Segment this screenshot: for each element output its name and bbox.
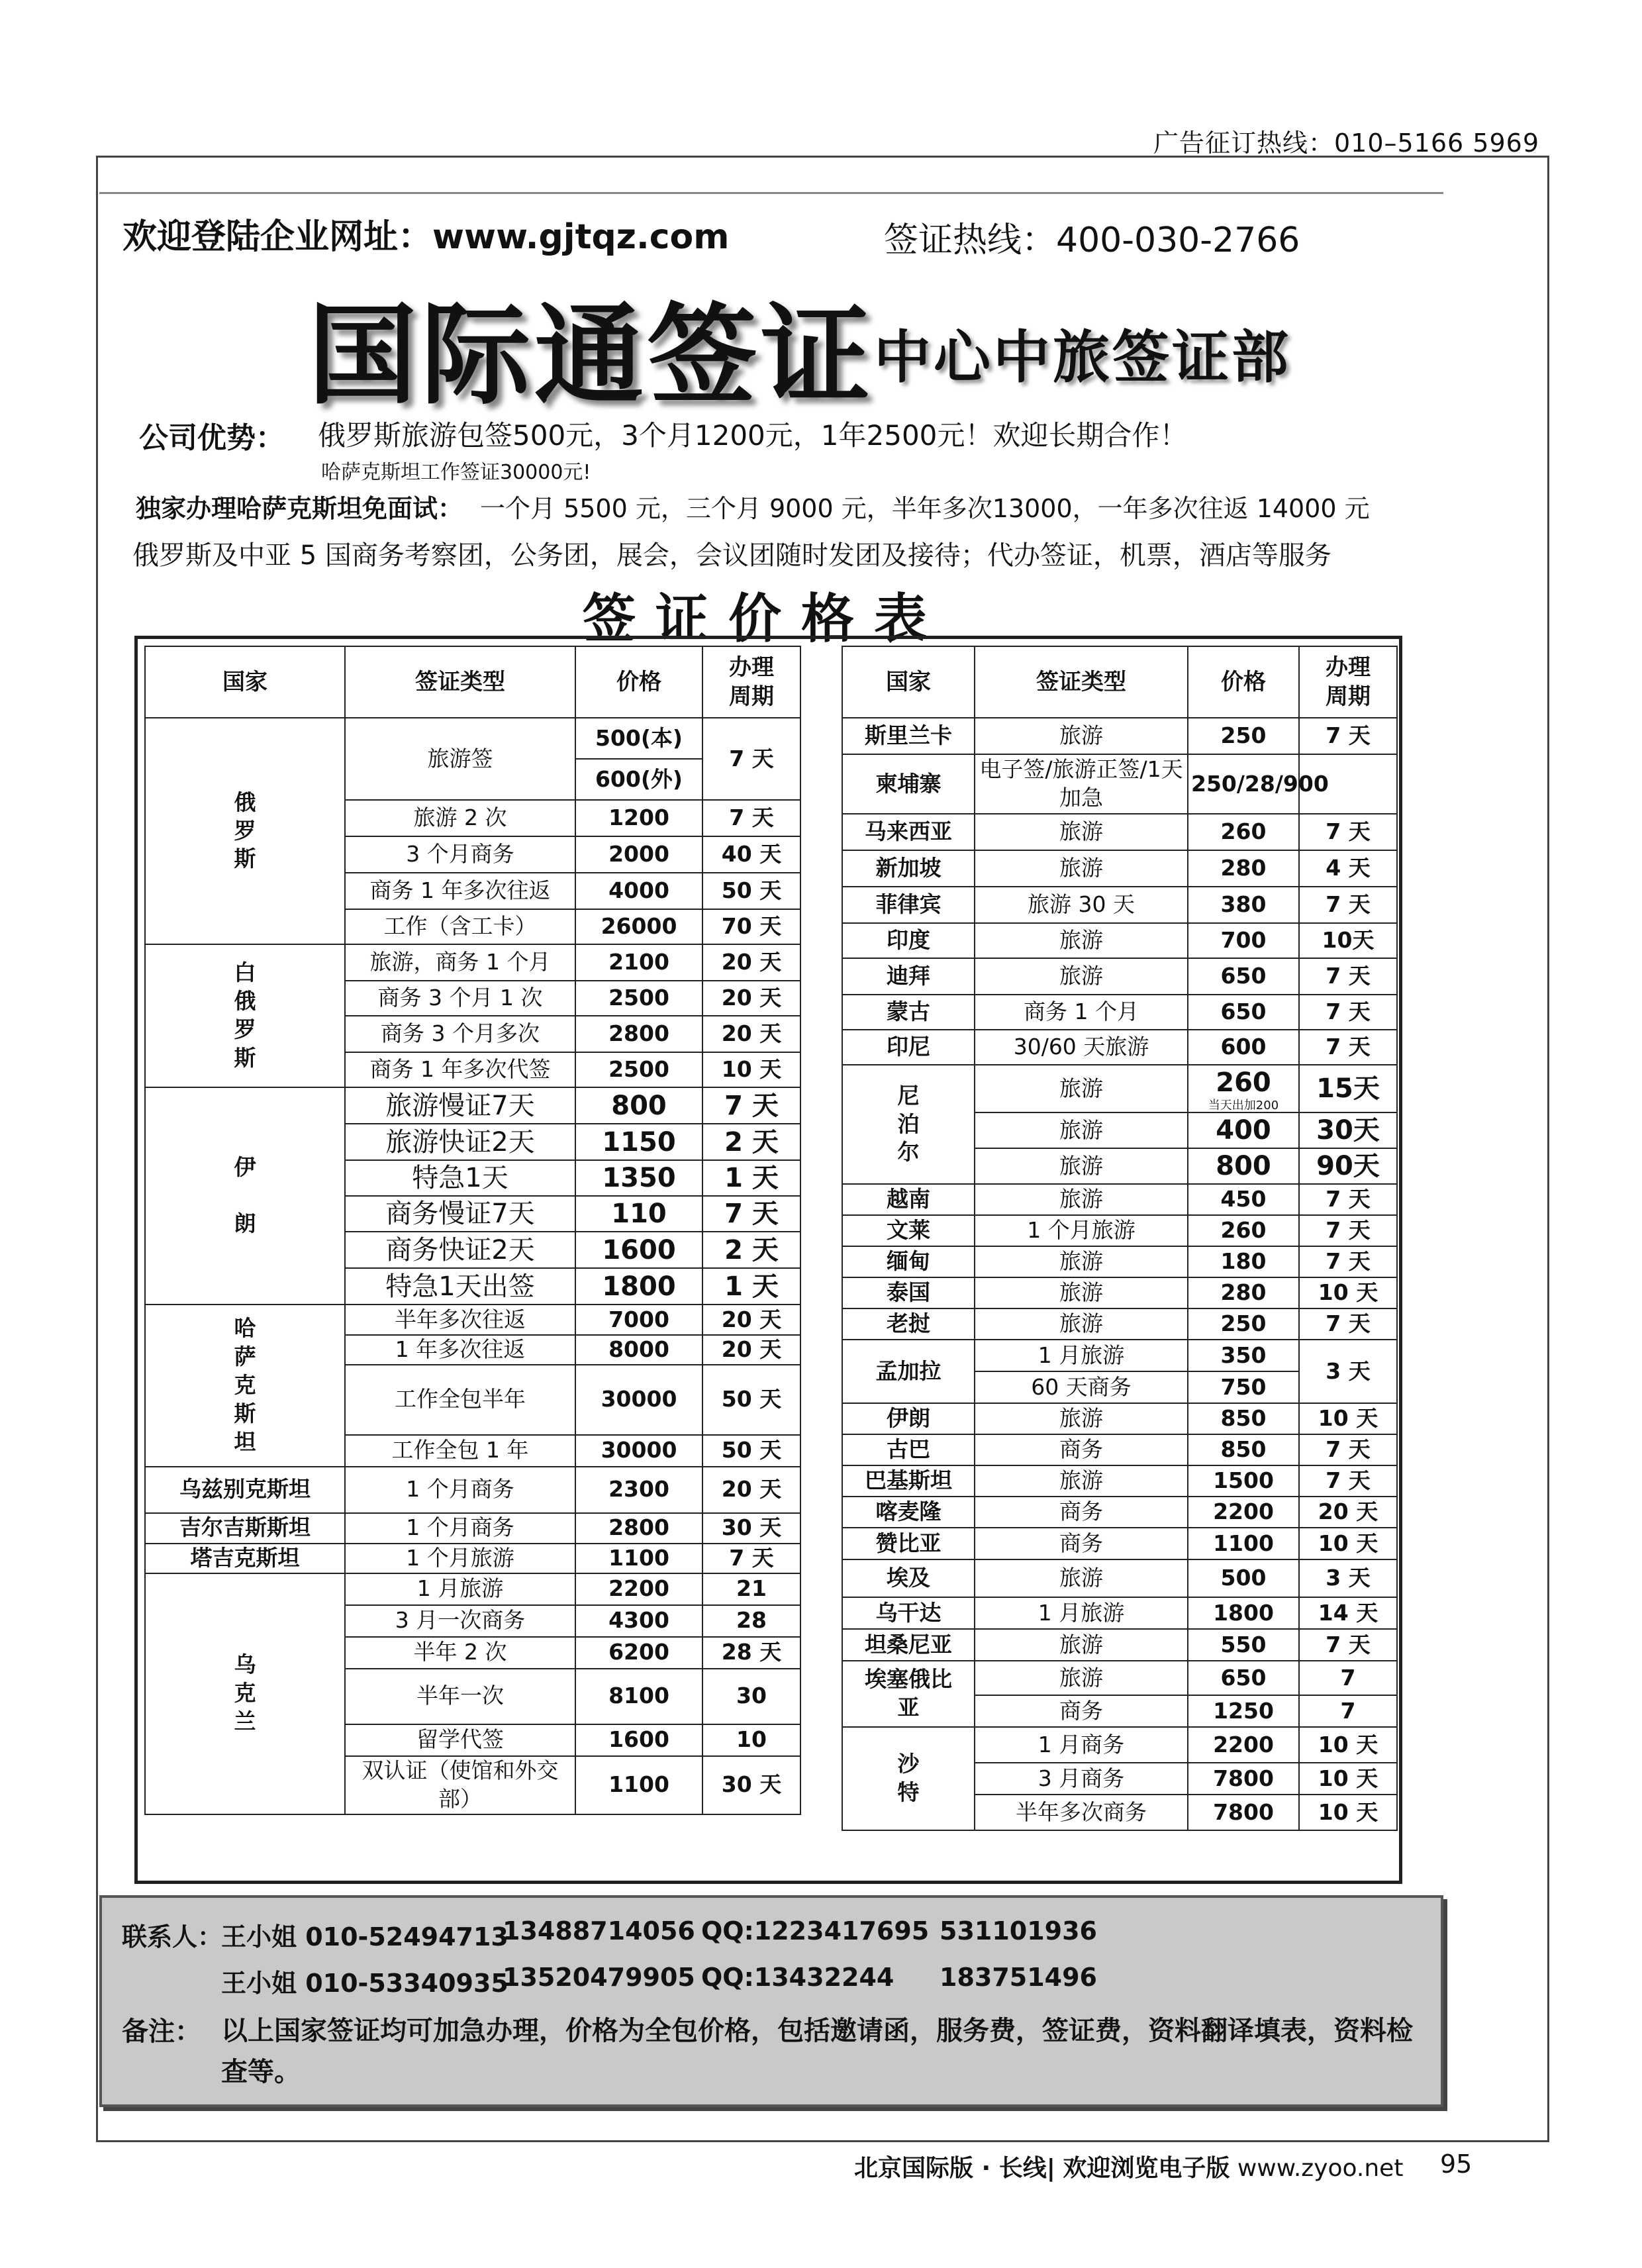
period-cell: 7 bbox=[1299, 1695, 1397, 1727]
country-cell: 哈 萨 克 斯 坦 bbox=[145, 1305, 345, 1467]
price-cell: 1600 bbox=[575, 1232, 702, 1268]
price-cell: 1200 bbox=[575, 800, 702, 836]
price-cell: 650 bbox=[1188, 958, 1299, 995]
table-header-row bbox=[842, 646, 1397, 718]
visa-type-cell: 3 月商务 bbox=[975, 1763, 1188, 1795]
period-cell: 4 天 bbox=[1299, 850, 1397, 887]
visa-type-cell: 商务 1 年多次代签 bbox=[345, 1052, 575, 1087]
price-cell: 1500 bbox=[1188, 1465, 1299, 1497]
table-row bbox=[842, 1340, 1397, 1371]
table-row bbox=[842, 754, 1397, 814]
country-cell: 吉尔吉斯斯坦 bbox=[145, 1513, 345, 1544]
price-cell: 600(外) bbox=[575, 759, 702, 800]
price-cell: 250 bbox=[1188, 718, 1299, 754]
country-cell: 白 俄 罗 斯 bbox=[145, 944, 345, 1087]
period-cell: 30天 bbox=[1299, 1112, 1397, 1148]
period-cell: 7 天 bbox=[1299, 1434, 1397, 1465]
period-cell: 28 天 bbox=[702, 1637, 800, 1669]
price-cell: 8000 bbox=[575, 1335, 702, 1365]
period-cell: 40 天 bbox=[702, 836, 800, 873]
visa-type-cell: 旅游 bbox=[975, 850, 1188, 887]
period-cell: 7 天 bbox=[1299, 1030, 1397, 1065]
country-cell: 斯里兰卡 bbox=[842, 718, 975, 754]
period-cell: 1 天 bbox=[702, 1268, 800, 1305]
visa-type-cell: 旅游 bbox=[975, 1184, 1188, 1215]
table-row bbox=[145, 718, 800, 759]
price-cell: 2500 bbox=[575, 981, 702, 1016]
period-cell: 7 天 bbox=[1299, 1465, 1397, 1497]
period-cell: 7 天 bbox=[1299, 1308, 1397, 1340]
visa-type-cell: 旅游 bbox=[975, 1112, 1188, 1148]
visa-hotline: 签证热线：400-030-2766 bbox=[884, 221, 1300, 260]
header-country: 国家 bbox=[145, 646, 345, 718]
table-row bbox=[842, 1065, 1397, 1112]
price-cell: 26000 bbox=[575, 909, 702, 944]
country-cell: 巴基斯坦 bbox=[842, 1465, 975, 1497]
table-row bbox=[842, 1246, 1397, 1277]
period-cell: 7 天 bbox=[1299, 887, 1397, 923]
price-table-title: 签证价格表 bbox=[583, 587, 947, 650]
period-cell: 10 天 bbox=[1299, 1277, 1397, 1308]
visa-type-cell: 旅游 bbox=[975, 1465, 1188, 1497]
visa-type-cell: 旅游快证2天 bbox=[345, 1124, 575, 1160]
price-table-right bbox=[842, 646, 1398, 1831]
table-row bbox=[145, 1087, 800, 1124]
table-row bbox=[145, 1544, 800, 1573]
price-cell: 2000 bbox=[575, 836, 702, 873]
period-cell: 7 天 bbox=[702, 1087, 800, 1124]
country-cell: 缅甸 bbox=[842, 1246, 975, 1277]
period-cell: 2 天 bbox=[702, 1232, 800, 1268]
table-row bbox=[145, 944, 800, 981]
period-cell: 50 天 bbox=[702, 1365, 800, 1435]
visa-type-cell: 旅游 bbox=[975, 958, 1188, 995]
table-row bbox=[842, 958, 1397, 995]
remark-text: 以上国家签证均可加急办理，价格为全包价格，包括邀请函，服务费，签证费，资料翻译填表，资料检查等。 bbox=[221, 2016, 1413, 2087]
table-row bbox=[842, 1727, 1397, 1763]
price-cell: 500 bbox=[1188, 1559, 1299, 1597]
table-row bbox=[842, 1403, 1397, 1434]
table-header-row bbox=[145, 646, 800, 718]
header-period: 办理 周期 bbox=[1299, 646, 1397, 718]
country-cell: 泰国 bbox=[842, 1277, 975, 1308]
period-cell: 30 bbox=[702, 1669, 800, 1724]
period-cell: 50 天 bbox=[702, 1435, 800, 1467]
price-cell: 250 bbox=[1188, 1308, 1299, 1340]
price-cell: 4300 bbox=[575, 1605, 702, 1637]
country-cell: 塔吉克斯坦 bbox=[145, 1544, 345, 1573]
table-row bbox=[145, 1573, 800, 1605]
visa-type-cell: 半年一次 bbox=[345, 1669, 575, 1724]
visa-type-cell: 1 月旅游 bbox=[345, 1573, 575, 1605]
visa-type-cell: 旅游 bbox=[975, 923, 1188, 958]
table-row bbox=[842, 923, 1397, 958]
visa-type-cell: 1 个月商务 bbox=[345, 1513, 575, 1544]
price-cell: 800 bbox=[575, 1087, 702, 1124]
visa-type-cell: 商务 bbox=[975, 1497, 1188, 1528]
visa-type-cell: 工作（含工卡） bbox=[345, 909, 575, 944]
price-cell: 1100 bbox=[575, 1756, 702, 1814]
period-cell: 10 天 bbox=[1299, 1727, 1397, 1763]
price-cell: 380 bbox=[1188, 887, 1299, 923]
country-cell: 乌 克 兰 bbox=[145, 1573, 345, 1814]
country-cell: 菲律宾 bbox=[842, 887, 975, 923]
period-cell: 30 天 bbox=[702, 1756, 800, 1814]
country-cell: 伊朗 bbox=[842, 1403, 975, 1434]
price-cell: 750 bbox=[1188, 1371, 1299, 1403]
price-note: 当天出加200 bbox=[1208, 1099, 1279, 1112]
contact-box bbox=[99, 1895, 1443, 2107]
period-cell: 20 天 bbox=[702, 1335, 800, 1365]
remark-label: 备注： bbox=[122, 2016, 201, 2047]
country-cell: 赞比亚 bbox=[842, 1528, 975, 1559]
footer-url[interactable]: www.zyoo.net bbox=[1237, 2155, 1404, 2182]
visa-type-cell: 旅游 bbox=[975, 1065, 1188, 1112]
website-line[interactable]: 欢迎登陆企业网址：www.gjtqz.com bbox=[122, 217, 730, 257]
table-row bbox=[842, 887, 1397, 923]
visa-type-cell: 旅游 bbox=[975, 1403, 1188, 1434]
price-cell: 1800 bbox=[1188, 1597, 1299, 1629]
visa-type-cell: 商务慢证7天 bbox=[345, 1196, 575, 1232]
contact-name-1: 王小姐 010-52494713 bbox=[221, 1922, 508, 1951]
visa-type-cell: 1 年多次往返 bbox=[345, 1335, 575, 1365]
country-cell: 迪拜 bbox=[842, 958, 975, 995]
period-cell: 7 天 bbox=[1299, 718, 1397, 754]
country-cell: 俄 罗 斯 bbox=[145, 718, 345, 944]
period-cell: 10 天 bbox=[1299, 1528, 1397, 1559]
period-cell: 10 天 bbox=[1299, 1403, 1397, 1434]
table-row bbox=[842, 1661, 1397, 1695]
price-cell: 2300 bbox=[575, 1467, 702, 1513]
visa-type-cell: 半年 2 次 bbox=[345, 1637, 575, 1669]
page-number: 95 bbox=[1440, 2149, 1473, 2179]
country-cell: 乌兹别克斯坦 bbox=[145, 1467, 345, 1513]
price-cell: 350 bbox=[1188, 1340, 1299, 1371]
period-cell: 2 天 bbox=[702, 1124, 800, 1160]
price-cell: 650 bbox=[1188, 1661, 1299, 1695]
table-row bbox=[842, 1528, 1397, 1559]
country-cell: 柬埔寨 bbox=[842, 754, 975, 814]
contact-label: 联系人： bbox=[122, 1922, 223, 1951]
visa-type-cell: 1 个月旅游 bbox=[345, 1544, 575, 1573]
visa-type-cell: 3 月一次商务 bbox=[345, 1605, 575, 1637]
visa-type-cell: 1 月旅游 bbox=[975, 1597, 1188, 1629]
price-cell: 4000 bbox=[575, 873, 702, 909]
period-cell: 10 bbox=[702, 1724, 800, 1756]
footer-browse: 欢迎浏览电子版 bbox=[1063, 2155, 1230, 2182]
brand-title: 国际通签证 bbox=[308, 291, 874, 419]
price-cell: 1100 bbox=[1188, 1528, 1299, 1559]
visa-type-cell: 旅游 bbox=[975, 1629, 1188, 1661]
period-cell: 7 bbox=[1299, 1661, 1397, 1695]
period-cell: 7 天 bbox=[1299, 1629, 1397, 1661]
price-cell: 650 bbox=[1188, 995, 1299, 1030]
country-cell: 印度 bbox=[842, 923, 975, 958]
advantage-text: 俄罗斯旅游包签500元，3个月1200元，1年2500元！欢迎长期合作！ bbox=[318, 419, 1188, 452]
price-cell: 1350 bbox=[575, 1160, 702, 1196]
period-cell: 7 天 bbox=[1299, 1215, 1397, 1246]
visa-type-cell: 30/60 天旅游 bbox=[975, 1030, 1188, 1065]
price-cell: 1600 bbox=[575, 1724, 702, 1756]
ad-hotline: 广告征订热线：010–5166 5969 bbox=[1153, 128, 1539, 158]
price-cell: 1150 bbox=[575, 1124, 702, 1160]
visa-type-cell: 旅游 bbox=[975, 814, 1188, 850]
period-cell: 7 天 bbox=[702, 1196, 800, 1232]
visa-type-cell: 旅游 2 次 bbox=[345, 800, 575, 836]
period-cell: 90天 bbox=[1299, 1148, 1397, 1184]
table-row bbox=[842, 1629, 1397, 1661]
price-cell: 30000 bbox=[575, 1365, 702, 1435]
visa-type-cell: 旅游 bbox=[975, 1559, 1188, 1597]
price-cell: 1800 bbox=[575, 1268, 702, 1305]
contact-mobile-2: 13520479905 bbox=[503, 1963, 695, 1992]
period-cell: 7 天 bbox=[1299, 1184, 1397, 1215]
country-cell: 文莱 bbox=[842, 1215, 975, 1246]
country-cell: 尼 泊 尔 bbox=[842, 1065, 975, 1184]
period-cell: 20 天 bbox=[702, 981, 800, 1016]
visa-type-cell: 旅游，商务 1 个月 bbox=[345, 944, 575, 981]
country-cell: 孟加拉 bbox=[842, 1340, 975, 1403]
visa-type-cell: 特急1天出签 bbox=[345, 1268, 575, 1305]
period-cell: 14 天 bbox=[1299, 1597, 1397, 1629]
visa-type-cell: 1 个月旅游 bbox=[975, 1215, 1188, 1246]
visa-type-cell: 旅游 bbox=[975, 1277, 1188, 1308]
footer bbox=[854, 2149, 1403, 2183]
visa-type-cell: 1 个月商务 bbox=[345, 1467, 575, 1513]
price-cell: 1250 bbox=[1188, 1695, 1299, 1727]
price-cell: 180 bbox=[1188, 1246, 1299, 1277]
price-cell: 550 bbox=[1188, 1629, 1299, 1661]
period-cell: 21 bbox=[702, 1573, 800, 1605]
price-value: 260 bbox=[1216, 1067, 1271, 1098]
advantage-label: 公司优势： bbox=[139, 421, 285, 455]
visa-type-cell: 商务 3 个月多次 bbox=[345, 1016, 575, 1052]
table-row bbox=[842, 1434, 1397, 1465]
period-cell: 10 天 bbox=[1299, 1763, 1397, 1795]
visa-type-cell: 旅游慢证7天 bbox=[345, 1087, 575, 1124]
visa-type-cell: 商务快证2天 bbox=[345, 1232, 575, 1268]
visa-type-cell: 商务 1 年多次往返 bbox=[345, 873, 575, 909]
price-cell: 8100 bbox=[575, 1669, 702, 1724]
header-price: 价格 bbox=[1188, 646, 1299, 718]
visa-type-cell: 工作全包半年 bbox=[345, 1365, 575, 1435]
visa-type-cell: 旅游 bbox=[975, 1246, 1188, 1277]
visa-type-cell: 商务 1 个月 bbox=[975, 995, 1188, 1030]
table-row bbox=[842, 1465, 1397, 1497]
country-cell: 印尼 bbox=[842, 1030, 975, 1065]
price-cell: 2500 bbox=[575, 1052, 702, 1087]
price-cell: 1100 bbox=[575, 1544, 702, 1573]
period-cell: 20 天 bbox=[702, 1467, 800, 1513]
price-table bbox=[134, 636, 1402, 1884]
header-country: 国家 bbox=[842, 646, 975, 718]
visa-type-cell: 1 月商务 bbox=[975, 1727, 1188, 1763]
visa-type-cell: 旅游 bbox=[975, 1148, 1188, 1184]
period-cell: 10 天 bbox=[702, 1052, 800, 1087]
header-period: 办理 周期 bbox=[702, 646, 800, 718]
price-cell: 110 bbox=[575, 1196, 702, 1232]
period-cell: 7 天 bbox=[702, 718, 800, 800]
visa-type-cell: 60 天商务 bbox=[975, 1371, 1188, 1403]
visa-type-cell: 半年多次往返 bbox=[345, 1305, 575, 1335]
header-visa-type: 签证类型 bbox=[345, 646, 575, 718]
advantage-subtext: 哈萨克斯坦工作签证30000元! bbox=[321, 461, 591, 484]
price-cell: 2800 bbox=[575, 1016, 702, 1052]
period-cell: 10 天 bbox=[1299, 1795, 1397, 1830]
period-cell: 20 天 bbox=[702, 1016, 800, 1052]
period-cell: 50 天 bbox=[702, 873, 800, 909]
price-cell: 850 bbox=[1188, 1434, 1299, 1465]
price-cell: 6200 bbox=[575, 1637, 702, 1669]
price-cell: 2200 bbox=[1188, 1727, 1299, 1763]
period-cell: 7 天 bbox=[1299, 958, 1397, 995]
period-cell: 20 天 bbox=[702, 944, 800, 981]
price-cell: 280 bbox=[1188, 850, 1299, 887]
country-cell: 蒙古 bbox=[842, 995, 975, 1030]
contact-mobile-1: 13488714056 bbox=[503, 1916, 695, 1946]
price-cell: 250/28/900 bbox=[1188, 754, 1299, 814]
contact-qq-2: QQ:13432244 bbox=[701, 1963, 894, 1992]
contact-name-2: 王小姐 010-53340935 bbox=[221, 1969, 508, 1998]
table-row bbox=[842, 850, 1397, 887]
period-cell: 7 天 bbox=[702, 1544, 800, 1573]
country-cell: 埃塞俄比 亚 bbox=[842, 1661, 975, 1727]
visa-type-cell: 电子签/旅游正签/1天加急 bbox=[975, 754, 1188, 814]
country-cell: 新加坡 bbox=[842, 850, 975, 887]
period-cell: 70 天 bbox=[702, 909, 800, 944]
country-cell: 喀麦隆 bbox=[842, 1497, 975, 1528]
period-cell: 7 天 bbox=[1299, 995, 1397, 1030]
price-cell: 2100 bbox=[575, 944, 702, 981]
country-cell: 越南 bbox=[842, 1184, 975, 1215]
period-cell: 1 天 bbox=[702, 1160, 800, 1196]
brand-subtitle: 中心中旅签证部 bbox=[874, 324, 1291, 391]
price-cell: 30000 bbox=[575, 1435, 702, 1467]
price-cell: 800 bbox=[1188, 1148, 1299, 1184]
table-row bbox=[842, 1597, 1397, 1629]
price-cell: 600 bbox=[1188, 1030, 1299, 1065]
period-cell: 20 天 bbox=[1299, 1497, 1397, 1528]
contact-other-2: 183751496 bbox=[940, 1963, 1097, 1992]
price-cell: 2200 bbox=[1188, 1497, 1299, 1528]
price-table-left bbox=[144, 646, 801, 1815]
visa-type-cell: 双认证（使馆和外交部） bbox=[345, 1756, 575, 1814]
price-cell: 260 bbox=[1188, 814, 1299, 850]
visa-type-cell: 商务 3 个月 1 次 bbox=[345, 981, 575, 1016]
price-cell: 7800 bbox=[1188, 1795, 1299, 1830]
price-cell: 850 bbox=[1188, 1403, 1299, 1434]
visa-type-cell: 1 月旅游 bbox=[975, 1340, 1188, 1371]
price-cell: 700 bbox=[1188, 923, 1299, 958]
table-row bbox=[842, 1277, 1397, 1308]
footer-edition: 北京国际版 · 长线| bbox=[854, 2155, 1055, 2182]
visa-type-cell: 商务 bbox=[975, 1695, 1188, 1727]
country-cell: 古巴 bbox=[842, 1434, 975, 1465]
country-cell: 乌干达 bbox=[842, 1597, 975, 1629]
table-row bbox=[842, 1030, 1397, 1065]
services-text: 俄罗斯及中亚 5 国商务考察团，公务团，展会，会议团随时发团及接待；代办签证，机票，酒店等服务 bbox=[132, 540, 1331, 571]
table-row bbox=[145, 1305, 800, 1335]
country-cell: 马来西亚 bbox=[842, 814, 975, 850]
exclusive-label: 独家办理哈萨克斯坦免面试： bbox=[136, 494, 463, 523]
header-price: 价格 bbox=[575, 646, 702, 718]
table-row bbox=[842, 814, 1397, 850]
period-cell: 7 天 bbox=[702, 800, 800, 836]
price-cell: 450 bbox=[1188, 1184, 1299, 1215]
visa-type-cell: 留学代签 bbox=[345, 1724, 575, 1756]
price-cell: 7800 bbox=[1188, 1763, 1299, 1795]
price-cell: 2200 bbox=[575, 1573, 702, 1605]
visa-type-cell: 特急1天 bbox=[345, 1160, 575, 1196]
table-row bbox=[842, 1559, 1397, 1597]
table-row bbox=[842, 718, 1397, 754]
visa-type-cell: 旅游 bbox=[975, 1661, 1188, 1695]
visa-type-cell: 工作全包 1 年 bbox=[345, 1435, 575, 1467]
table-row bbox=[842, 1215, 1397, 1246]
country-cell: 老挝 bbox=[842, 1308, 975, 1340]
country-cell: 坦桑尼亚 bbox=[842, 1629, 975, 1661]
contact-other-1: 531101936 bbox=[940, 1916, 1097, 1946]
visa-type-cell: 商务 bbox=[975, 1528, 1188, 1559]
visa-type-cell: 旅游 30 天 bbox=[975, 887, 1188, 923]
table-row bbox=[842, 1184, 1397, 1215]
table-row bbox=[145, 1467, 800, 1513]
period-cell: 30 天 bbox=[702, 1513, 800, 1544]
period-cell: 3 天 bbox=[1299, 1340, 1397, 1403]
period-cell: 10天 bbox=[1299, 923, 1397, 958]
period-cell: 28 bbox=[702, 1605, 800, 1637]
visa-type-cell: 3 个月商务 bbox=[345, 836, 575, 873]
price-cell: 2800 bbox=[575, 1513, 702, 1544]
table-row bbox=[145, 1513, 800, 1544]
period-cell: 3 天 bbox=[1299, 1559, 1397, 1597]
exclusive-text: 一个月 5500 元，三个月 9000 元，半年多次13000，一年多次往返 14000 元 bbox=[480, 494, 1370, 523]
divider bbox=[99, 192, 1443, 194]
visa-type-cell: 旅游 bbox=[975, 1308, 1188, 1340]
price-cell: 260 bbox=[1188, 1215, 1299, 1246]
visa-type-cell: 旅游 bbox=[975, 718, 1188, 754]
period-cell: 7 天 bbox=[1299, 814, 1397, 850]
contact-qq-1: QQ:1223417695 bbox=[701, 1916, 930, 1946]
table-row bbox=[842, 1497, 1397, 1528]
price-cell bbox=[1188, 1065, 1299, 1112]
price-cell: 280 bbox=[1188, 1277, 1299, 1308]
price-cell: 400 bbox=[1188, 1112, 1299, 1148]
country-cell: 伊 朗 bbox=[145, 1087, 345, 1305]
price-cell: 500(本) bbox=[575, 718, 702, 759]
period-cell: 7 天 bbox=[1299, 1246, 1397, 1277]
period-cell: 20 天 bbox=[702, 1305, 800, 1335]
visa-type-cell: 旅游签 bbox=[345, 718, 575, 800]
period-cell: 15天 bbox=[1299, 1065, 1397, 1112]
country-cell: 沙 特 bbox=[842, 1727, 975, 1830]
price-cell: 7000 bbox=[575, 1305, 702, 1335]
table-row bbox=[842, 995, 1397, 1030]
country-cell: 埃及 bbox=[842, 1559, 975, 1597]
header-visa-type: 签证类型 bbox=[975, 646, 1188, 718]
table-row bbox=[842, 1308, 1397, 1340]
visa-type-cell: 商务 bbox=[975, 1434, 1188, 1465]
visa-type-cell: 半年多次商务 bbox=[975, 1795, 1188, 1830]
